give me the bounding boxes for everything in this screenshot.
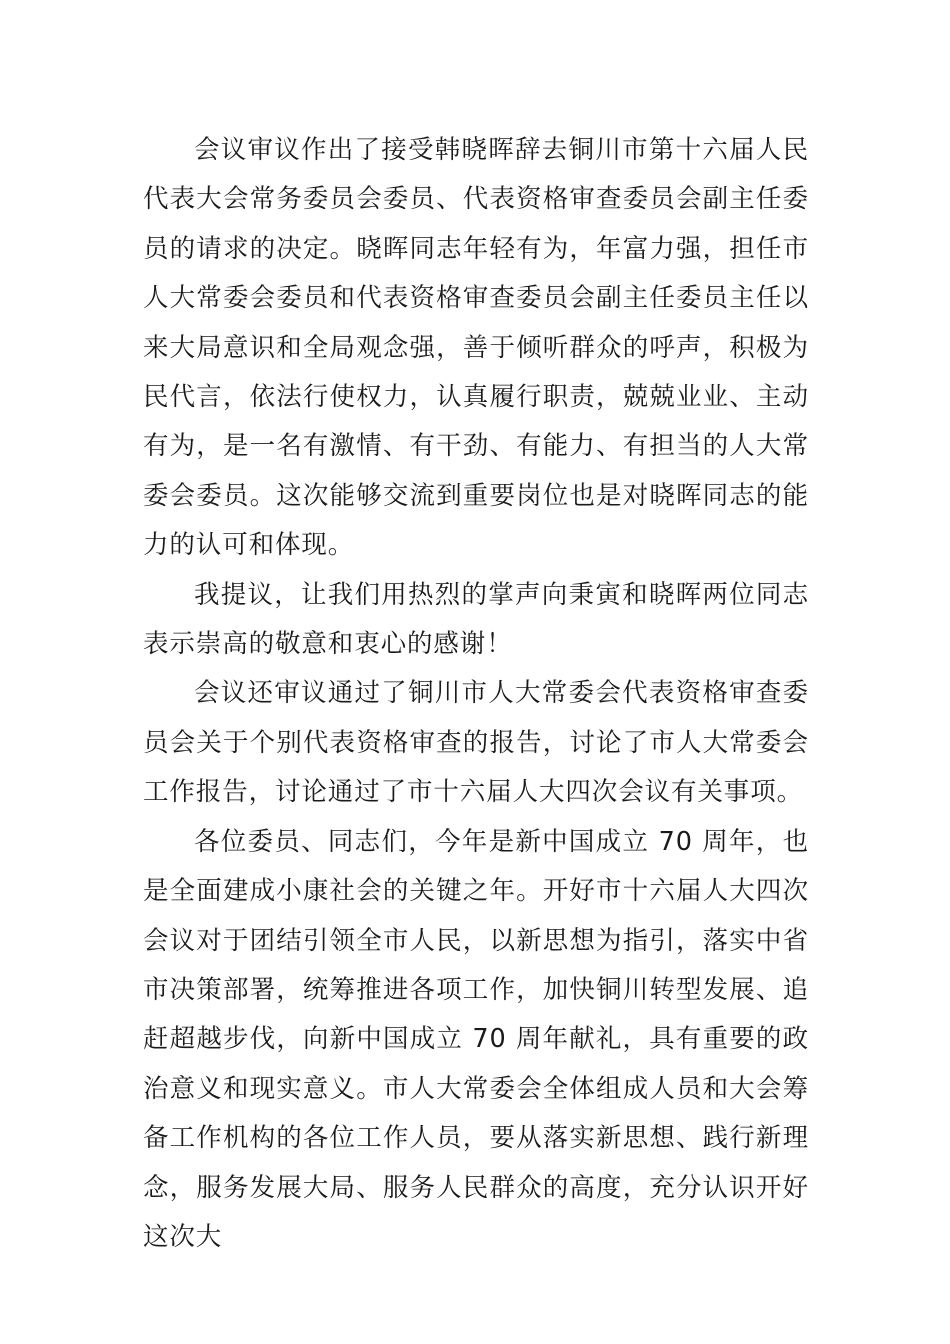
paragraph-anniversary-significance: 各位委员、同志们，今年是新中国成立 70 周年，也是全面建成小康社会的关键之年。开好市十六届人大四次会议对于团结引领全市人民，以新思想为指引，落实中省市决策部署，统筹推进各项工作，加快铜川转型发展、追赶超越步伐，向新中国成立 70 周年献礼，具有重要的政治意义和现实意义。市人大常委会全体组成人员和大会筹备工作机构的各位工作人员，要从落实新思想、践行新理念，服务发展大局、服务人民群众的高度，充分认识开好这次大	[143, 826, 809, 1252]
paragraph-applause-proposal: 我提议，让我们用热烈的掌声向秉寅和晓晖两位同志表示崇高的敬意和衷心的感谢！	[143, 579, 809, 660]
document-body	[143, 126, 809, 1262]
paragraph-meeting-review: 会议还审议通过了铜川市人大常委会代表资格审查委员会关于个别代表资格审查的报告，讨论了市人大常委会工作报告，讨论通过了市十六届人大四次会议有关事项。	[143, 678, 809, 808]
paragraph-resignation-decision: 会议审议作出了接受韩晓晖辞去铜川市第十六届人民代表大会常务委员会委员、代表资格审查委员会副主任委员的请求的决定。晓晖同志年轻有为，年富力强，担任市人大常委会委员和代表资格审查委员会副主任委员主任以来大局意识和全局观念强，善于倾听群众的呼声，积极为民代言，依法行使权力，认真履行职责，兢兢业业、主动有为，是一名有激情、有干劲、有能力、有担当的人大常委会委员。这次能够交流到重要岗位也是对晓晖同志的能力的认可和体现。	[143, 135, 809, 561]
